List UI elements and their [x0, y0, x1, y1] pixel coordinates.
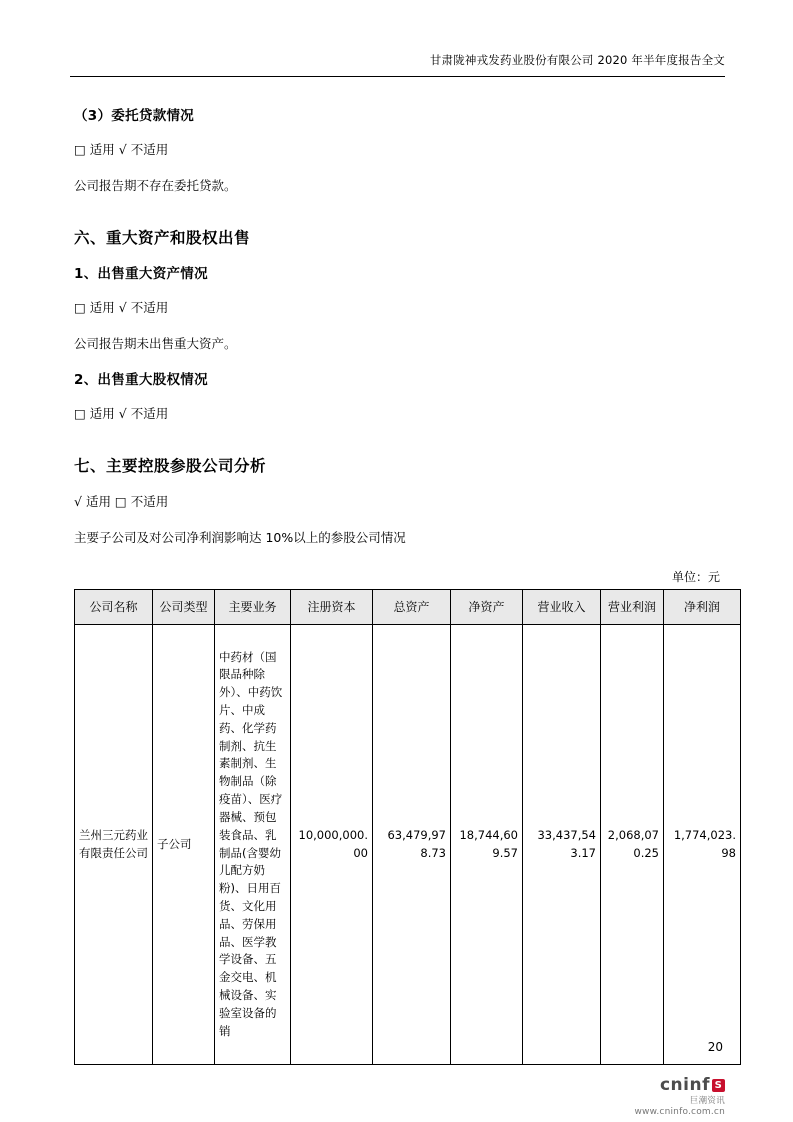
- cell-total-assets: 63,479,978.73: [373, 625, 451, 1065]
- section-heading-major-asset-sale: 六、重大资产和股权出售: [74, 229, 251, 247]
- cell-registered-capital: 10,000,000.00: [291, 625, 373, 1065]
- logo-url: www.cninfo.com.cn: [634, 1106, 725, 1117]
- applicability-subsidiary-analysis: √ 适用 □ 不适用: [74, 494, 169, 509]
- logo-text: cninf: [659, 1075, 710, 1095]
- cell-operating-profit: 2,068,070.25: [601, 625, 664, 1065]
- cell-company-name: 兰州三元药业有限责任公司: [75, 625, 153, 1065]
- header-divider: [70, 76, 725, 77]
- cell-operating-revenue: 33,437,543.17: [523, 625, 601, 1065]
- column-header-registered-capital: 注册资本: [291, 590, 373, 625]
- logo-wordmark: [635, 1075, 726, 1096]
- cninfo-logo: [635, 1075, 726, 1118]
- cell-net-assets: 18,744,609.57: [451, 625, 523, 1065]
- section-heading-subsidiary-analysis: 七、主要控股参股公司分析: [74, 457, 267, 475]
- table-row: [75, 625, 741, 1065]
- paragraph-asset-sale: 公司报告期未出售重大资产。: [74, 336, 237, 351]
- page-number: 20: [707, 1040, 723, 1054]
- column-header-operating-revenue: 营业收入: [523, 590, 601, 625]
- page-content: [74, 90, 736, 1065]
- column-header-company-type: 公司类型: [153, 590, 215, 625]
- subsection-heading-equity-sale: 2、出售重大股权情况: [74, 372, 208, 388]
- cell-net-profit: 1,774,023.98: [664, 625, 741, 1065]
- column-header-net-assets: 净资产: [451, 590, 523, 625]
- logo-mark-icon: S: [712, 1079, 725, 1092]
- table-header-row: [75, 590, 741, 625]
- subsection-heading-asset-sale: 1、出售重大资产情况: [74, 266, 208, 282]
- cell-main-business: 中药材（国限品种除外）、中药饮片、中成药、化学药制剂、抗生素制剂、生物制品（除疫苗）、医疗器械、预包装食品、乳制品(含婴幼儿配方奶粉)、日用百货、文化用品、劳保用品、医学教学设备、五金交电、机械设备、实验室设备的销: [215, 625, 291, 1065]
- paragraph-entrusted-loans: 公司报告期不存在委托贷款。: [74, 178, 237, 193]
- running-header: 甘肃陇神戎发药业股份有限公司 2020 年半年度报告全文: [429, 53, 725, 67]
- table-unit-label: 单位：元: [671, 570, 720, 584]
- column-header-company-name: 公司名称: [75, 590, 153, 625]
- applicability-asset-sale: □ 适用 √ 不适用: [74, 300, 169, 315]
- subsidiary-table: [74, 589, 741, 1065]
- column-header-net-profit: 净利润: [664, 590, 741, 625]
- applicability-entrusted-loans: □ 适用 √ 不适用: [74, 142, 169, 157]
- paragraph-subsidiary-analysis: 主要子公司及对公司净利润影响达 10%以上的参股公司情况: [74, 530, 406, 545]
- cell-company-type: 子公司: [153, 625, 215, 1065]
- column-header-main-business: 主要业务: [215, 590, 291, 625]
- column-header-total-assets: 总资产: [373, 590, 451, 625]
- logo-subtitle: 巨潮资讯: [689, 1096, 725, 1107]
- section-heading-entrusted-loans: （3）委托贷款情况: [74, 108, 195, 124]
- applicability-equity-sale: □ 适用 √ 不适用: [74, 406, 169, 421]
- column-header-operating-profit: 营业利润: [601, 590, 664, 625]
